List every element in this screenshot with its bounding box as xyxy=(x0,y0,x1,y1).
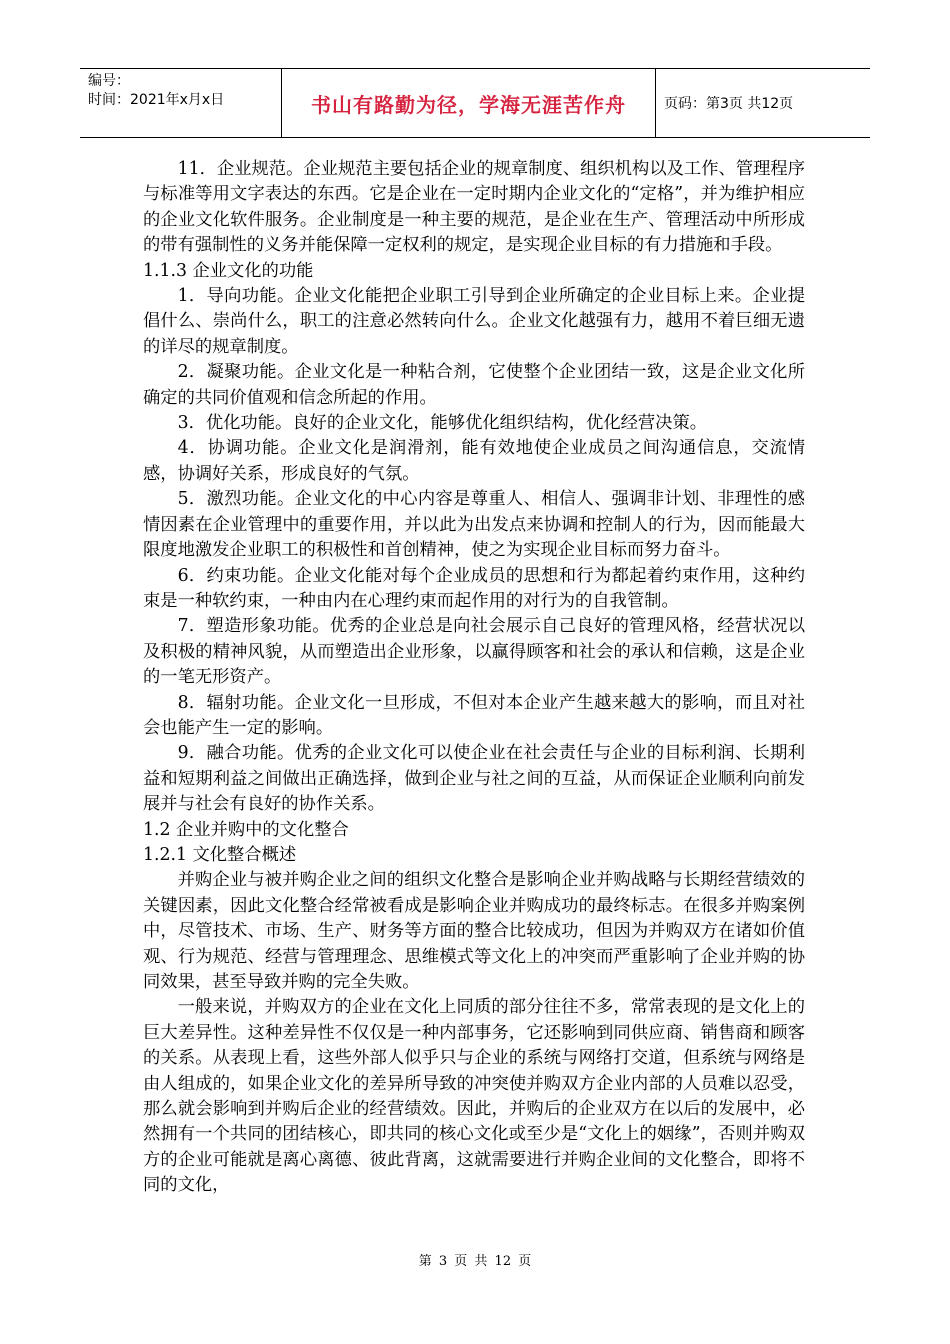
document-number-label: 编号： xyxy=(88,73,130,89)
section-heading: 1.2.1 文化整合概述 xyxy=(143,844,297,865)
header-page-cell xyxy=(656,69,870,137)
paragraph: 8．辐射功能。企业文化一旦形成，不但对本企业产生越来越大的影响，而且对社会也能产生一定的影响。 xyxy=(143,692,805,738)
paragraph: 1．导向功能。企业文化能把企业职工引导到企业所确定的企业目标上来。企业提倡什么、崇尚什么，职工的注意必然转向什么。企业文化越强有力，越用不着巨细无遗的详尽的规章制度。 xyxy=(143,286,805,357)
header-page-info: 页码：第3页 共12页 xyxy=(664,96,794,112)
paragraph: 一般来说，并购双方的企业在文化上同质的部分往往不多，常常表现的是文化上的巨大差异性。这种差异性不仅仅是一种内部事务，它还影响到同供应商、销售商和顾客的关系。从表现上看，这些外部人似乎只与企业的系统与网络打交道，但系统与网络是由人组成的，如果企业文化的差异所导致的冲突使并购双方企业内部的人员难以忍受，那么就会影响到并购后企业的经营绩效。因此，并购后的企业双方在以后的发展中，必然拥有一个共同的团结核心，即共同的核心文化或至少是“文化上的姻缘”，否则并购双方的企业可能就是离心离德、彼此背离，这就需要进行并购企业间的文化整合，即将不同的文化， xyxy=(143,997,805,1196)
paragraph: 4．协调功能。企业文化是润滑剂，能有效地使企业成员之间沟通信息，交流情感，协调好关系，形成良好的气氛。 xyxy=(143,438,805,484)
paragraph: 9．融合功能。优秀的企业文化可以使企业在社会责任与企业的目标利润、长期利益和短期利益之间做出正确选择，做到企业与社之间的互益，从而保证企业顺利向前发展并与社会有良好的协作关系。 xyxy=(143,743,805,815)
page-footer: 第 3 页 共 12 页 xyxy=(418,1254,532,1269)
paragraph: 11．企业规范。企业规范主要包括企业的规章制度、组织机构以及工作、管理程序与标准等用文字表达的东西。它是企业在一定时期内企业文化的“定格”，并为维护相应的企业文化软件服务。企业制度是一种主要的规范，是企业在生产、管理活动中所形成的带有强制性的义务并能保障一定权利的规定，是实现企业目标的有力措施和手段。 xyxy=(143,159,805,256)
header-motto: 书山有路勤为径，学海无涯苦作舟 xyxy=(311,92,626,117)
document-time-label: 时间：2021年x月x日 xyxy=(88,92,225,108)
header-meta-cell xyxy=(80,69,282,137)
paragraph: 5．激烈功能。企业文化的中心内容是尊重人、相信人、强调非计划、非理性的感情因素在企业管理中的重要作用，并以此为出发点来协调和控制人的行为，因而能最大限度地激发企业职工的积极性和首创精神，使之为实现企业目标而努力奋斗。 xyxy=(143,489,805,561)
paragraph: 7．塑造形象功能。优秀的企业总是向社会展示自己良好的管理风格，经营状况以及积极的精神风貌，从而塑造出企业形象，以赢得顾客和社会的承认和信赖，这是企业的一笔无形资产。 xyxy=(143,616,805,688)
section-heading: 1.2 企业并购中的文化整合 xyxy=(143,819,349,840)
paragraph: 2．凝聚功能。企业文化是一种粘合剂，它使整个企业团结一致，这是企业文化所确定的共同价值观和信念所起的作用。 xyxy=(143,362,805,408)
section-heading: 1.1.3 企业文化的功能 xyxy=(143,260,314,281)
paragraph: 3．优化功能。良好的企业文化，能够优化组织结构，优化经营决策。 xyxy=(177,413,708,434)
paragraph: 6．约束功能。企业文化能对每个企业成员的思想和行为都起着约束作用，这种约束是一种软约束，一种由内在心理约束而起作用的对行为的自我管制。 xyxy=(143,565,805,611)
page-header xyxy=(80,68,870,138)
header-motto-cell xyxy=(282,69,656,137)
document-body xyxy=(143,157,805,1199)
paragraph: 并购企业与被并购企业之间的组织文化整合是影响企业并购战略与长期经营绩效的关键因素，因此文化整合经常被看成是影响企业并购成功的最终标志。在很多并购案例中，尽管技术、市场、生产、财务等方面的整合比较成功，但因为并购双方在诸如价值观、行为规范、经营与管理理念、思维模式等文化上的冲突而严重影响了企业并购的协同效果，甚至导致并购的完全失败。 xyxy=(143,870,805,992)
